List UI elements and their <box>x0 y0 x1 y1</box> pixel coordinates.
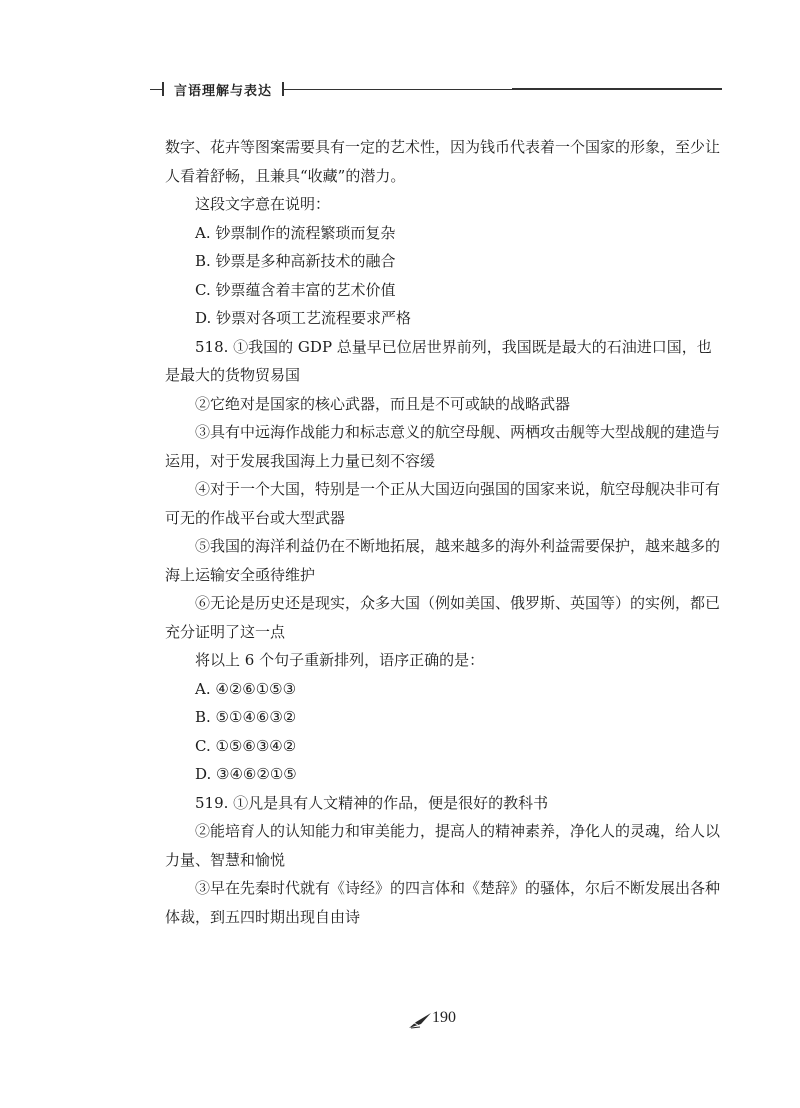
question-518-prompt: 将以上 6 个句子重新排列，语序正确的是： <box>195 651 485 669</box>
option-a: A. 钞票制作的流程繁琐而复杂 <box>195 223 396 242</box>
header-rule-right-thick <box>512 88 722 90</box>
question-518-option-b: B. ⑤①④⑥③② <box>195 708 297 726</box>
question-518-sentence-6: ⑥无论是历史还是现实，众多大国（例如美国、俄罗斯、英国等）的实例，都已充分证明了这一点 <box>165 594 721 641</box>
header-title: 言语理解与表达 <box>174 84 273 99</box>
option-d: D. 钞票对各项工艺流程要求严格 <box>195 309 412 327</box>
option-c: C. 钞票蕴含着丰富的艺术价值 <box>195 280 396 299</box>
question-518-sentence-4: ④对于一个大国，特别是一个正从大国迈向强国的国家来说，航空母舰决非可有可无的作战平台或大型武器 <box>165 480 721 527</box>
page-body <box>165 133 725 931</box>
question-518-option-a: A. ④②⑥①⑤③ <box>195 679 297 698</box>
option-b: B. 钞票是多种高新技术的融合 <box>195 252 396 270</box>
question-519-sentence-1: 519. ①凡是具有人文精神的作品，便是很好的教科书 <box>195 793 549 812</box>
question-518-option-d: D. ③④⑥②①⑤ <box>195 765 297 783</box>
quill-pen-icon <box>408 1011 432 1029</box>
header-rule-tick-left <box>162 82 164 96</box>
question-518-sentence-3: ③具有中远海作战能力和标志意义的航空母舰、两栖攻击舰等大型战舰的建造与运用，对于发展我国海上力量已刻不容缓 <box>165 423 721 470</box>
running-header <box>150 80 722 100</box>
question-prompt: 这段文字意在说明： <box>195 195 331 213</box>
question-518-option-c: C. ①⑤⑥③④② <box>195 736 297 755</box>
paragraph: 数字、花卉等图案需要具有一定的艺术性，因为钱币代表着一个国家的形象，至少让人看着舒畅，且兼具“收藏”的潜力。 <box>165 138 721 185</box>
question-518-sentence-5: ⑤我国的海洋利益仍在不断地拓展，越来越多的海外利益需要保护，越来越多的海上运输安全亟待维护 <box>165 537 721 584</box>
page-number: 190 <box>432 1009 456 1026</box>
question-519-sentence-3: ③早在先秦时代就有《诗经》的四言体和《楚辞》的骚体，尔后不断发展出各种体裁，到五四时期出现自由诗 <box>165 879 721 926</box>
question-519-sentence-2: ②能培育人的认知能力和审美能力，提高人的精神素养，净化人的灵魂，给人以力量、智慧和愉悦 <box>165 822 721 869</box>
question-518-sentence-1: 518. ①我国的 GDP 总量早已位居世界前列，我国既是最大的石油进口国，也是最大的货物贸易国 <box>165 337 712 384</box>
question-518-sentence-2: ②它绝对是国家的核心武器，而且是不可或缺的战略武器 <box>195 394 571 413</box>
